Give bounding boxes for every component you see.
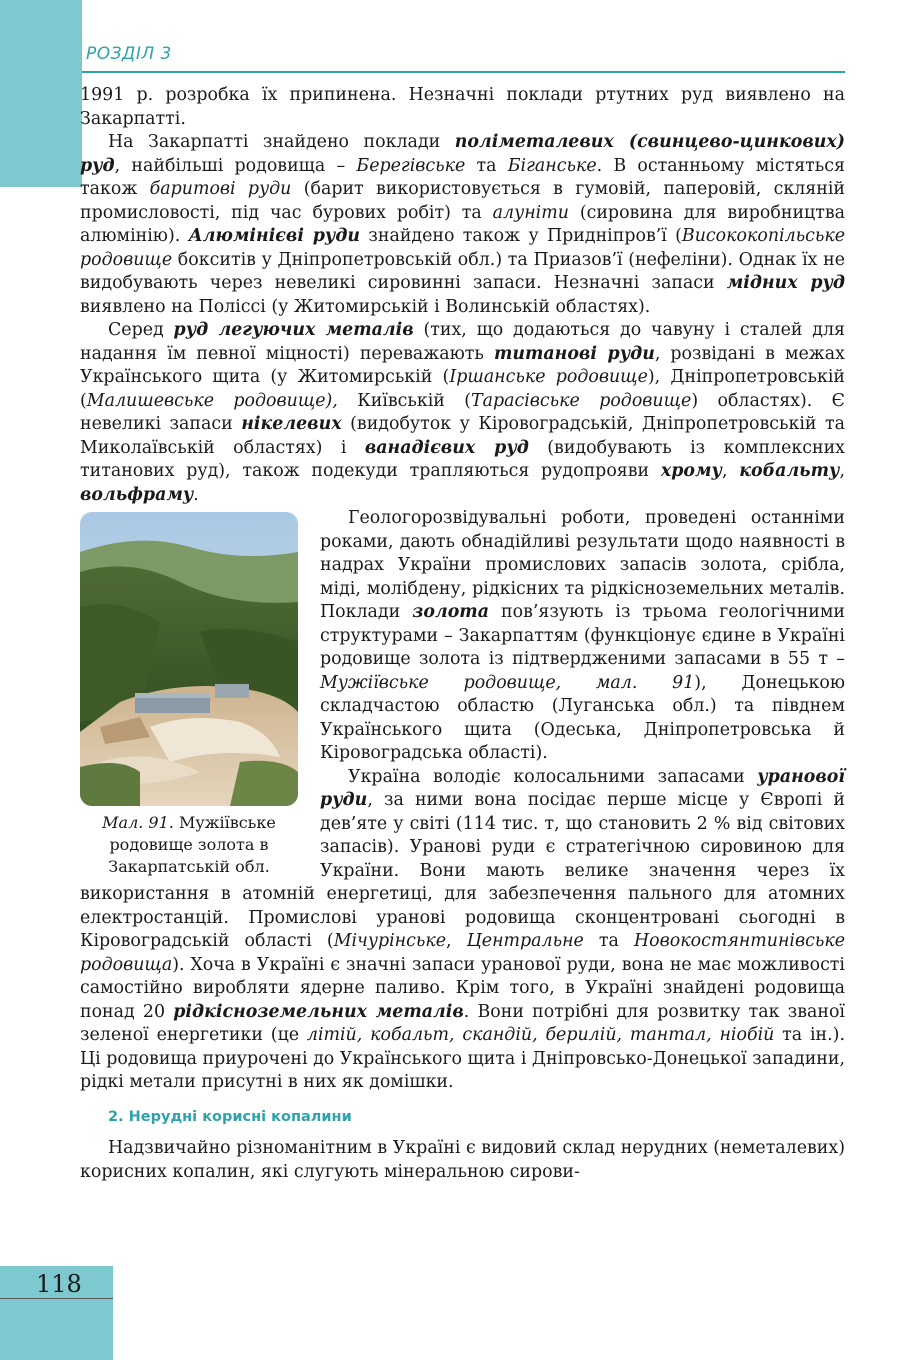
paragraph-1 (80, 84, 845, 131)
header-rule (82, 71, 845, 73)
caption-label: Мал. 91. (102, 813, 174, 832)
text-run: та (583, 931, 634, 951)
italic-term: Іршанське родовище (449, 367, 648, 387)
text-run: , (721, 461, 740, 481)
text-run: ) областях). Є невеликі запаси (80, 390, 845, 434)
chapter-tab (0, 0, 82, 187)
text-run: та ін.). Ці родовища приурочені до Українського щита і Дніпровсько-Донецької западини, рідкі метали присутні в них як домішки. (80, 1025, 846, 1092)
text-run: знайдено також у Придніпров’ї ( (360, 226, 682, 246)
figure-caption (80, 812, 298, 878)
text-run: виявлено на Поліссі (у Житомирській і Волинській областях). (80, 296, 651, 317)
main-text (80, 84, 845, 1184)
italic-term: алуніти (492, 202, 569, 223)
italic-term: Малишевське родовище), (86, 390, 338, 411)
text-run: Геологорозвідувальні роботи, проведені останніми роками, дають обнадійливі результати щодо наявності в надрах України промислових запасів золота, срібла, міді, молібдену, рідкісних та рідкісноземельних металів. Поклади (320, 508, 845, 622)
mine-photo (80, 512, 298, 806)
text-run: Київській ( (337, 390, 472, 411)
italic-term: Мужіївське родовище, мал. 91 (320, 672, 695, 693)
text-run: Україна володіє колосальними запасами (348, 766, 758, 787)
italic-term: Висококопільське родовище (80, 226, 846, 270)
emphasis-term: золота (412, 602, 489, 622)
caption-text: Мужіївське родовище золота в Закарпатській обл. (108, 813, 276, 876)
figure-91 (80, 512, 298, 878)
text-run: . (193, 484, 199, 505)
text-run: (тих, що додаються до чавуну і сталей для надання їм певної міцності) переважають (80, 320, 846, 364)
text-run: ), Донецькою складчастою областю (Луганська обл.) та півднем Українського щита (Одеська, Дніпропетровська й Кіровоградська області). (320, 672, 845, 763)
text-run: , (446, 931, 467, 951)
text-run: (видобуток у Кіровоградській, Дніпропетровській та Миколаївській областях) і (80, 414, 846, 458)
section-label: РОЗДІЛ 3 (86, 44, 172, 64)
emphasis-term: поліметалевих (свинцево-цинкових) руд (80, 132, 845, 176)
emphasis-term: титанові руди (493, 343, 655, 364)
text-run: , (839, 461, 845, 481)
text-run: бокситів у Дніпропетровській обл.) та Приазов’ї (нефеліни). Однак їх не видобувають через невеликі сировинні запаси. Незначні запаси (80, 249, 845, 293)
italic-term: Мічурінське (333, 931, 446, 951)
emphasis-term: мідних руд (726, 273, 845, 293)
italic-term: Новокостянтинівське родовища (80, 931, 845, 975)
emphasis-term: уранової руди (320, 766, 845, 810)
emphasis-term: Алюмінієві руди (188, 226, 361, 246)
text-run: . Вони потрібні для розвитку так званої зеленої енергетики (це (80, 1001, 845, 1045)
emphasis-term: ванадієвих руд (364, 437, 529, 458)
emphasis-term: хрому (660, 461, 722, 481)
italic-term: літій, кобальт, скандій, берилій, тантал, ніобій (306, 1025, 775, 1045)
text-run: . В останньому містяться також (80, 155, 845, 199)
text-run: Надзвичайно різноманітним в Україні є видовий склад нерудних (неметалевих) корисних копалин, які слугують мінеральною сирови- (80, 1138, 845, 1182)
text-run: (видобувають із комплексних титанових руд), також подекуди трапляються рудопрояви (80, 437, 845, 481)
paragraph-6 (80, 1137, 845, 1184)
paragraph-3 (80, 319, 845, 507)
text-run: , за ними вона посідає перше місце у Європі й дев’яте у світі (114 тис. т, що становить 2 % від світових запасів). Уранові руди є стратегічною сировиною для України. Вони мають велике значення через їх використання в атомній енергетиці, для забезпечення пального для атомних електростанцій. Промислові уранові родовища сконцентровані сьогодні в Кіровоградській області ( (80, 790, 845, 951)
text-run: На Закарпатті знайдено поклади (108, 132, 455, 152)
emphasis-term: рідкісноземельних металів (173, 1001, 464, 1022)
page-number: 118 (36, 1270, 82, 1298)
text-run: ). Хоча в Україні є значні запаси уранової руди, вона не має можливості самостійно виробляти ядерне паливо. Крім того, в Україні знайдені родовища понад 20 (80, 954, 845, 1022)
page-number-rule (0, 1298, 113, 1299)
emphasis-term: нікелевих (241, 414, 342, 434)
text-run: ), Дніпропетровській ( (80, 367, 845, 411)
italic-term: Тарасівське родовище (471, 390, 692, 411)
italic-term: Біганське (507, 155, 597, 176)
emphasis-term: руд легуючих металів (173, 320, 414, 340)
emphasis-term: кобальту (739, 461, 840, 481)
italic-term: Берегівське (356, 155, 466, 176)
italic-term: Центральне (466, 931, 584, 951)
text-run: та (465, 155, 508, 176)
text-run: Серед (108, 320, 174, 340)
text-run: , найбільші родовища – (114, 155, 357, 176)
emphasis-term: вольфраму (80, 484, 194, 505)
text-run: (сировина для виробництва алюмінію). (80, 202, 846, 246)
text-run: пов’язують із трьома геологічними структурами – Закарпаттям (функціонує єдине в Україні родовище золота із підтвердженими запасами в 55 т – (320, 602, 846, 669)
text-run: , розвідані в межах Українського щита (у Житомирській ( (80, 343, 845, 387)
text-run: (барит використовується в гумовій, паперовій, скляній промисловості, під час бурових робіт) та (80, 179, 845, 223)
italic-term: баритові руди (149, 179, 292, 199)
paragraph-2 (80, 131, 845, 319)
section-subheading: 2. Нерудні корисні копалини (108, 1108, 352, 1125)
text-run: 1991 р. розробка їх припинена. Незначні поклади ртутних руд виявлено на Закарпатті. (80, 85, 845, 129)
